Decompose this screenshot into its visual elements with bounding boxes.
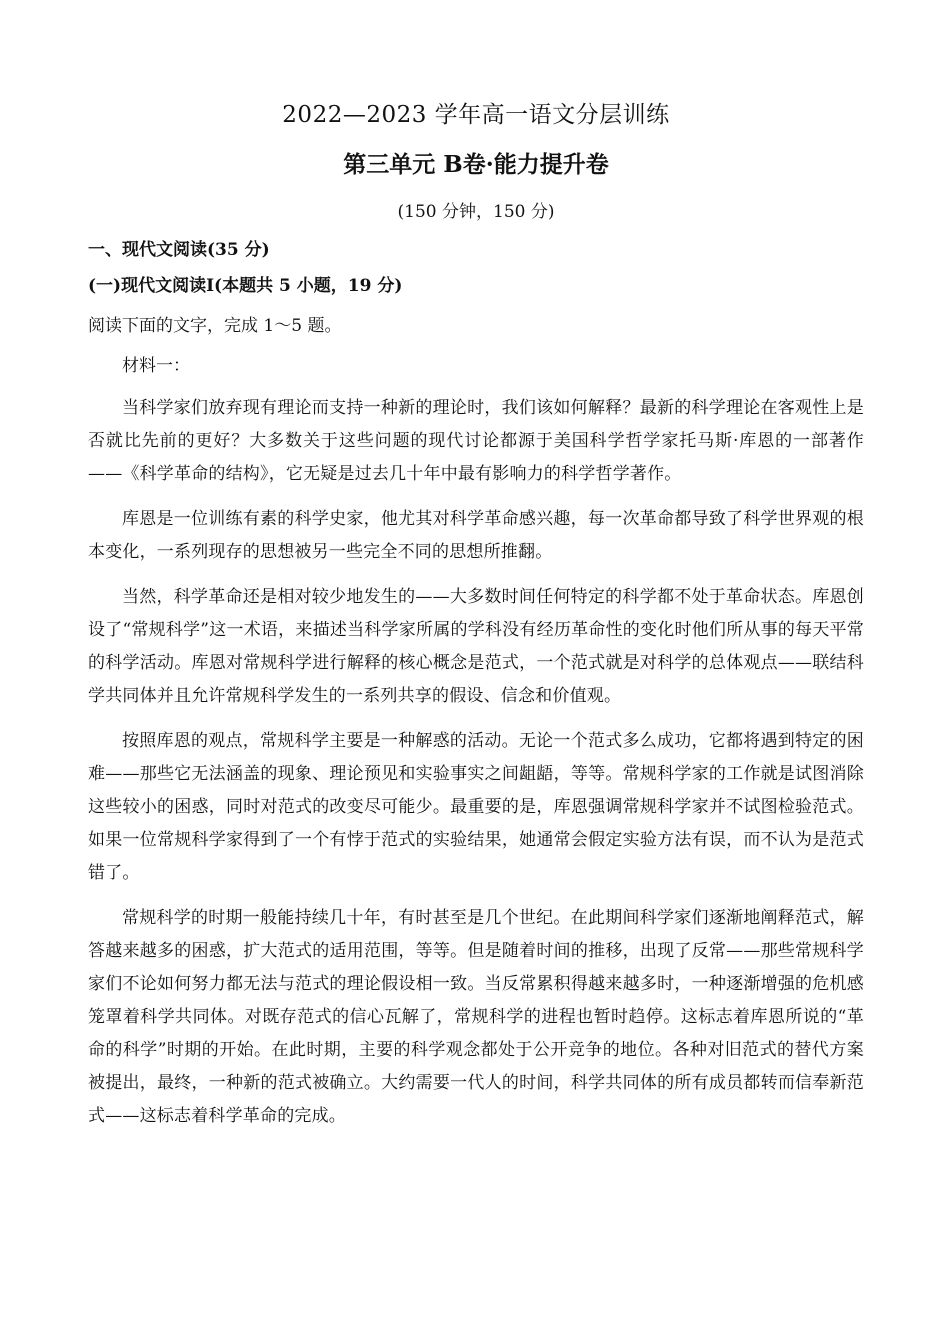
exam-meta: (150 分钟，150 分) — [397, 202, 555, 222]
subsection-title: (一)现代文阅读Ⅰ(本题共 5 小题，19 分) — [88, 276, 403, 296]
paragraph-5: 常规科学的时期一般能持续几十年，有时甚至是几个世纪。在此期间科学家们逐渐地阐释范式，解答越来越多的困惑，扩大范式的适用范围，等等。但是随着时间的推移，出现了反常——那些常规科学家们不论如何努力都无法与范式的理论假设相一致。当反常累积得越来越多时，一种逐渐增强的危机感笼罩着科学共同体。对既存范式的信心瓦解了，常规科学的进程也暂时趋停。这标志着库恩所说的“革命的科学”时期的开始。在此时期，主要的科学观念都处于公开竞争的地位。各种对旧范式的替代方案被提出，最终，一种新的范式被确立。大约需要一代人的时间，科学共同体的所有成员都转而信奉新范式——这标志着科学革命的完成。 — [88, 908, 864, 1126]
section-title: 一、现代文阅读(35 分) — [88, 240, 270, 260]
page-subtitle: 第三单元 B卷·能力提升卷 — [343, 151, 609, 178]
paragraph-1: 当科学家们放弃现有理论而支持一种新的理论时，我们该如何解释？最新的科学理论在客观性上是否就比先前的更好？大多数关于这些问题的现代讨论都源于美国科学哲学家托马斯·库恩的一部著作——《科学革命的结构》，它无疑是过去几十年中最有影响力的科学哲学著作。 — [88, 398, 864, 484]
reading-instruction: 阅读下面的文字，完成 1～5 题。 — [88, 316, 342, 336]
material-label: 材料一： — [122, 356, 190, 376]
paragraph-2: 库恩是一位训练有素的科学史家，他尤其对科学革命感兴趣，每一次革命都导致了科学世界观的根本变化，一系列现存的思想被另一些完全不同的思想所推翻。 — [88, 509, 864, 562]
exam-page — [88, 96, 864, 1133]
paragraph-3: 当然，科学革命还是相对较少地发生的——大多数时间任何特定的科学都不处于革命状态。库恩创设了“常规科学”这一术语，来描述当科学家所属的学科没有经历革命性的变化时他们所从事的每天平常的科学活动。库恩对常规科学进行解释的核心概念是范式，一个范式就是对科学的总体观点——联结科学共同体并且允许常规科学发生的一系列共享的假设、信念和价值观。 — [88, 587, 864, 706]
paragraph-4: 按照库恩的观点，常规科学主要是一种解惑的活动。无论一个范式多么成功，它都将遇到特定的困难——那些它无法涵盖的现象、理论预见和实验事实之间龃龉，等等。常规科学家的工作就是试图消除这些较小的困惑，同时对范式的改变尽可能少。最重要的是，库恩强调常规科学家并不试图检验范式。如果一位常规科学家得到了一个有悖于范式的实验结果，她通常会假定实验方法有误，而不认为是范式错了。 — [88, 731, 864, 883]
page-title: 2022—2023 学年高一语文分层训练 — [282, 102, 670, 128]
